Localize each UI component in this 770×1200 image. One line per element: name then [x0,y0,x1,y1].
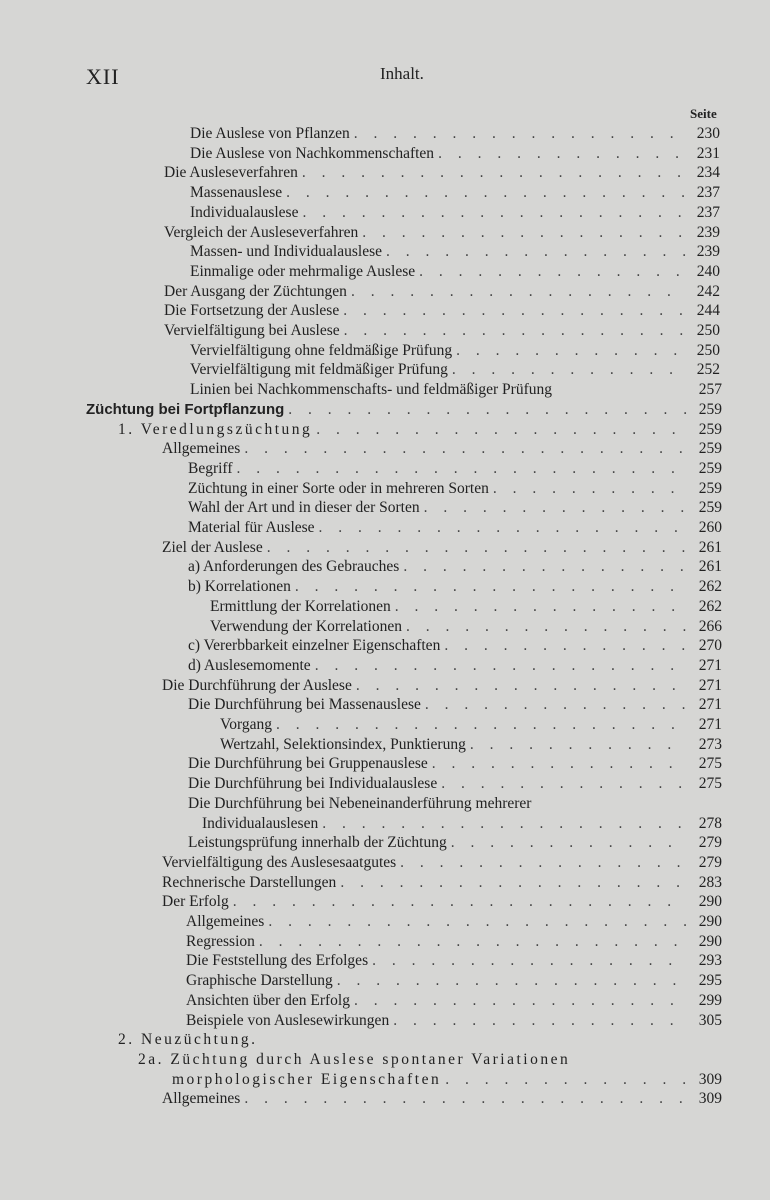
toc-entry [190,203,720,223]
dot-leader [438,144,686,164]
dot-leader [406,617,688,637]
dot-leader [244,439,688,459]
toc-entry-page: 231 [696,144,720,162]
dot-leader [315,656,688,676]
dot-leader [236,459,688,479]
toc-entry-label: Beispiele von Auslesewirkungen [186,1011,390,1029]
toc-entry-label: Ziel der Auslese [162,538,263,556]
dot-leader [267,538,688,558]
toc-entry-label: Vorgang [220,716,272,733]
toc-entry-page: 275 [698,755,722,773]
toc-entry [190,262,720,282]
toc-entry-page: 283 [698,873,722,891]
dot-leader [393,1011,688,1031]
toc-entry [188,636,722,656]
toc-entry [188,479,722,499]
toc-entry-label: Allgemeines [162,440,241,458]
dot-leader [319,518,688,538]
dot-leader [354,991,688,1011]
toc-entry-label: 2a. Züchtung durch Auslese spontaner Variationen [138,1050,571,1068]
toc-entry-page: 270 [698,637,722,655]
toc-entry-label: Der Erfolg [162,893,229,911]
toc-entry [164,163,720,183]
toc-entry-label: Die Auslese von Nachkommenschaften [190,144,435,162]
toc-entry-page: 237 [696,184,720,202]
toc-entry [164,321,720,341]
toc-entry-page: 259 [698,499,722,517]
dot-leader [337,971,688,991]
toc-entry-page: 244 [696,302,720,320]
toc-entry-label: Regression [186,932,255,950]
toc-entry-page: 237 [696,203,720,221]
toc-entry-label: Die Durchführung bei Individualauslese [188,775,438,793]
toc-entry [162,873,722,893]
toc-entry [188,695,722,715]
toc-entry [188,459,722,479]
toc-entry-page: 234 [696,164,720,182]
toc-entry-label: Die Durchführung bei Massenauslese [188,696,421,714]
dot-leader [362,223,686,243]
toc-entry [164,301,720,321]
dot-leader [295,577,688,597]
toc-entry-label: Vervielfältigung des Auslesesaatgutes [162,853,397,871]
toc-entry [172,1070,722,1090]
toc-entry [164,223,720,243]
toc-entry [162,1089,722,1109]
dot-leader [354,124,686,144]
toc-entry [188,498,722,518]
toc-entry [188,557,722,577]
toc-entry-page: 290 [698,932,722,950]
dot-leader [395,597,688,617]
toc-entry-label: Leistungsprüfung innerhalb der Züchtung [188,834,447,852]
dot-leader [424,498,688,518]
dot-leader [351,282,686,302]
dot-leader [316,420,688,440]
toc-entry [162,439,722,459]
dot-leader [386,242,686,262]
toc-entry [188,518,722,538]
toc-entry-page: 230 [696,125,720,142]
toc-entry [190,183,720,203]
toc-entry-label: Die Fortsetzung der Auslese [164,302,340,320]
toc-entry-label: morphologischer Eigenschaften [172,1070,442,1088]
toc-entry-label: Vergleich der Ausleseverfahren [164,223,359,241]
toc-entry [188,754,722,774]
toc-entry-label: Vervielfältigung mit feldmäßiger Prüfung [190,361,448,379]
dot-leader [302,203,686,223]
dot-leader [344,321,686,341]
dot-leader [432,754,688,774]
toc-entry [162,538,722,558]
toc-entry [190,360,720,380]
toc-entry [186,971,722,991]
dot-leader [372,951,688,971]
toc-entry-page: 259 [698,459,722,477]
dot-leader [340,873,688,893]
toc-entry-label: Ansichten über den Erfolg [186,991,350,1009]
toc-entry-label: Allgemeines [162,1090,241,1108]
toc-entry-page: 261 [698,538,722,556]
toc-entry-label: Rechnerische Darstellungen [162,873,337,891]
dot-leader [288,400,688,420]
dot-leader [456,341,686,361]
toc-entry-page: 290 [698,893,722,911]
toc-entry-page: 261 [698,558,722,576]
toc-entry [118,420,722,440]
toc-entry [86,400,722,420]
toc-entry-page: 293 [698,952,722,970]
toc-entry [162,853,722,873]
toc-entry [186,991,722,1011]
toc-entry-page: 271 [698,716,722,733]
toc-entry [190,144,720,164]
toc-entry-label: Einmalige oder mehrmalige Auslese [190,262,416,280]
toc-entry-label: Die Auslese von Pflanzen [190,125,350,142]
toc-entry-label: Die Durchführung der Auslese [162,676,352,694]
toc-entry-page: 260 [698,519,722,536]
toc-entry [186,912,722,932]
toc-entry-label: Linien bei Nachkommenschafts- und feldmäßiger Prüfung [190,381,552,399]
toc-entry-page: 266 [698,617,722,635]
toc-entry [188,774,722,794]
toc-entry-page: 252 [696,361,720,379]
toc-entry [186,1011,722,1031]
toc-entry [186,951,722,971]
toc-entry [190,341,720,361]
toc-entry-label: Graphische Darstellung [186,972,333,990]
toc-entry-page: 250 [696,341,720,359]
toc-entry-page: 259 [698,440,722,458]
dot-leader [444,636,688,656]
toc-entry [188,794,678,814]
toc-entry-label: Allgemeines [186,913,265,930]
toc-entry [138,1050,678,1070]
toc-entry-page: 250 [696,322,720,339]
toc-entry-label: Material für Auslese [188,519,315,536]
toc-entry-page: 257 [698,381,722,399]
toc-entry-label: c) Vererbbarkeit einzelner Eigenschaften [188,637,441,655]
toc-entry-label: Massenauslese [190,184,283,202]
dot-leader [451,833,688,853]
toc-entry-page: 259 [698,479,722,497]
toc-entry-label: Verwendung der Korrelationen [210,617,402,635]
toc-entry-page: 295 [698,972,722,990]
toc-entry [220,735,722,755]
dot-leader [452,360,686,380]
toc-entry-page: 259 [698,400,722,418]
dot-leader [302,163,686,183]
page-column-label: Seite [690,106,717,121]
dot-leader [286,183,686,203]
toc-entry [220,715,722,735]
toc-entry-page: 271 [698,676,722,694]
toc-entry-page: 290 [698,913,722,930]
toc-entry-label: Wertzahl, Selektionsindex, Punktierung [220,735,466,753]
toc-entry-page: 242 [696,282,720,300]
toc-entry-label: Individualauslese [190,203,299,221]
toc-entry-page: 275 [698,775,722,793]
toc-entry-label: d) Auslesemomente [188,656,311,674]
toc-entry-label: Massen- und Individualauslese [190,243,382,261]
toc-entry-page: 309 [698,1070,722,1088]
toc-entry-label: Die Ausleseverfahren [164,164,298,182]
toc-entry [162,676,722,696]
dot-leader [322,814,688,834]
toc-entry-page: 262 [698,597,722,615]
toc-entry-page: 240 [696,262,720,280]
toc-entry-page: 278 [698,814,722,832]
dot-leader [400,853,688,873]
toc-entry-label: Vervielfältigung bei Auslese [164,322,340,339]
dot-leader [403,557,688,577]
toc-entry-page: 271 [698,696,722,714]
toc-entry-page: 299 [698,991,722,1009]
toc-entry [188,656,722,676]
toc-entry-label: Züchtung bei Fortpflanzung [86,400,285,418]
toc-entry [190,242,720,262]
toc-entry-page: 273 [698,735,722,753]
toc-entry [210,597,722,617]
dot-leader [356,676,688,696]
toc-entry-label: a) Anforderungen des Gebrauches [188,558,400,576]
toc-entry-label: Die Durchführung bei Nebeneinanderführung mehrerer [188,794,532,812]
toc-entry-label: 2. Neuzüchtung. [118,1031,258,1049]
dot-leader [343,301,686,321]
toc-entry [190,124,720,144]
toc-entry-label: 1. Veredlungszüchtung [118,420,313,438]
toc-entry [186,932,722,952]
dot-leader [445,1070,688,1090]
toc-entry-label: Wahl der Art und in dieser der Sorten [188,499,420,517]
toc-entry [188,577,722,597]
dot-leader [244,1089,688,1109]
page-number-roman: XII [86,64,120,89]
toc-entry-page: 279 [698,834,722,852]
toc-entry-label: Begriff [188,459,233,477]
toc-entry-page: 239 [696,223,720,241]
toc-entry [188,833,722,853]
toc-entry [164,282,720,302]
toc-entry-page: 309 [698,1090,722,1108]
toc-entry-label: Individualauslesen [202,814,319,832]
toc-entry-page: 279 [698,853,722,871]
dot-leader [233,892,688,912]
dot-leader [425,695,688,715]
dot-leader [276,715,688,735]
dot-leader [419,262,686,282]
toc-entry-label: Der Ausgang der Züchtungen [164,282,347,300]
toc-entry-page: 262 [698,578,722,596]
toc-entry-label: Vervielfältigung ohne feldmäßige Prüfung [190,341,453,359]
toc-entry [162,892,722,912]
dot-leader [493,479,688,499]
dot-leader [259,932,688,952]
toc-entry-label: Die Feststellung des Erfolges [186,952,369,970]
toc-entry [118,1030,722,1050]
toc-entry-label: Die Durchführung bei Gruppenauslese [188,755,428,773]
toc-entry-page: 305 [698,1011,722,1029]
toc-entry [210,617,722,637]
toc-entry [202,814,722,834]
page-title: Inhalt. [380,64,424,83]
toc-entry-label: b) Korrelationen [188,578,291,596]
toc-entry-page: 239 [696,243,720,261]
dot-leader [268,912,688,932]
dot-leader [441,774,688,794]
toc-entry-page: 259 [698,420,722,438]
toc-entry-label: Ermittlung der Korrelationen [210,597,391,615]
toc-entry-page: 271 [698,656,722,674]
toc-entry-label: Züchtung in einer Sorte oder in mehreren Sorten [188,479,489,497]
toc-entry [190,380,722,400]
dot-leader [470,735,688,755]
